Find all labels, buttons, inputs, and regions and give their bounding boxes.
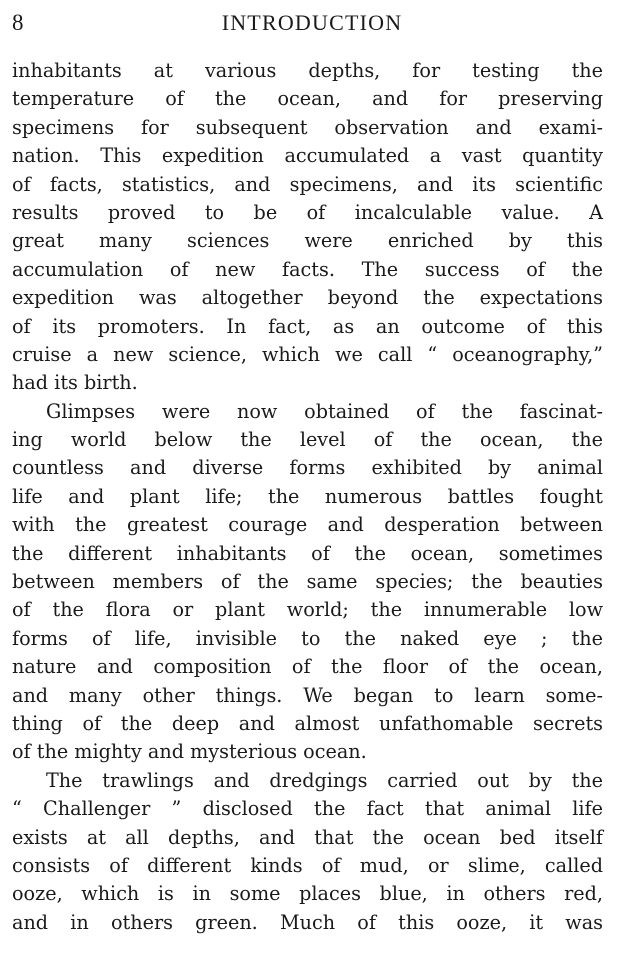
page-number: 8 xyxy=(12,10,24,35)
text-line: temperature of the ocean, and for preserving xyxy=(12,87,603,111)
text-line: accumulation of new facts. The success of the xyxy=(12,257,603,281)
text-line: inhabitants at various depths, for testing the xyxy=(12,59,603,82)
paragraph xyxy=(12,767,603,937)
text-line: thing of the deep and almost unfathomable secrets xyxy=(12,711,603,735)
text-line: between members of the same species; the beauties xyxy=(12,570,603,594)
text-line: The trawlings and dredgings carried out by the xyxy=(46,768,603,792)
text-line: life and plant life; the numerous battles fought xyxy=(12,484,603,508)
text-line: countless and diverse forms exhibited by animal xyxy=(12,456,603,480)
text-line: Glimpses were now obtained of the fascinat- xyxy=(46,399,603,423)
text-line: of facts, statistics, and specimens, and its scientific xyxy=(12,172,603,196)
text-line: specimens for subsequent observation and exami- xyxy=(12,115,603,139)
text-line: with the greatest courage and desperation between xyxy=(12,513,603,537)
text-line: ooze, which is in some places blue, in others red, xyxy=(12,882,603,906)
text-line: of the mighty and mysterious ocean. xyxy=(12,740,367,764)
text-line: exists at all depths, and that the ocean bed itself xyxy=(12,825,603,849)
paragraph xyxy=(12,398,603,767)
text-line: “ Challenger ” disclosed the fact that animal life xyxy=(12,797,603,821)
text-line: of its promoters. In fact, as an outcome of this xyxy=(12,314,603,338)
body-text xyxy=(12,57,603,937)
text-line: results proved to be of incalculable value. A xyxy=(12,200,603,224)
paragraph xyxy=(12,57,603,398)
text-line: and in others green. Much of this ooze, it was xyxy=(12,910,603,934)
text-line: the different inhabitants of the ocean, sometimes xyxy=(12,541,603,565)
running-head xyxy=(12,10,604,40)
text-line: of the flora or plant world; the innumerable low xyxy=(12,598,603,622)
text-line: expedition was altogether beyond the expectations xyxy=(12,286,603,310)
running-title: INTRODUCTION xyxy=(221,10,403,35)
text-line: had its birth. xyxy=(12,371,138,395)
text-line: and many other things. We began to learn some- xyxy=(12,683,603,707)
text-line: nation. This expedition accumulated a vast quantity xyxy=(12,144,603,168)
text-line: ing world below the level of the ocean, the xyxy=(12,428,603,452)
text-line: forms of life, invisible to the naked eye ; the xyxy=(12,626,603,650)
text-line: great many sciences were enriched by this xyxy=(12,229,603,253)
text-line: cruise a new science, which we call “ oceanography,” xyxy=(12,342,603,366)
text-line: nature and composition of the floor of the ocean, xyxy=(12,655,603,679)
text-line: consists of different kinds of mud, or slime, called xyxy=(12,853,603,877)
